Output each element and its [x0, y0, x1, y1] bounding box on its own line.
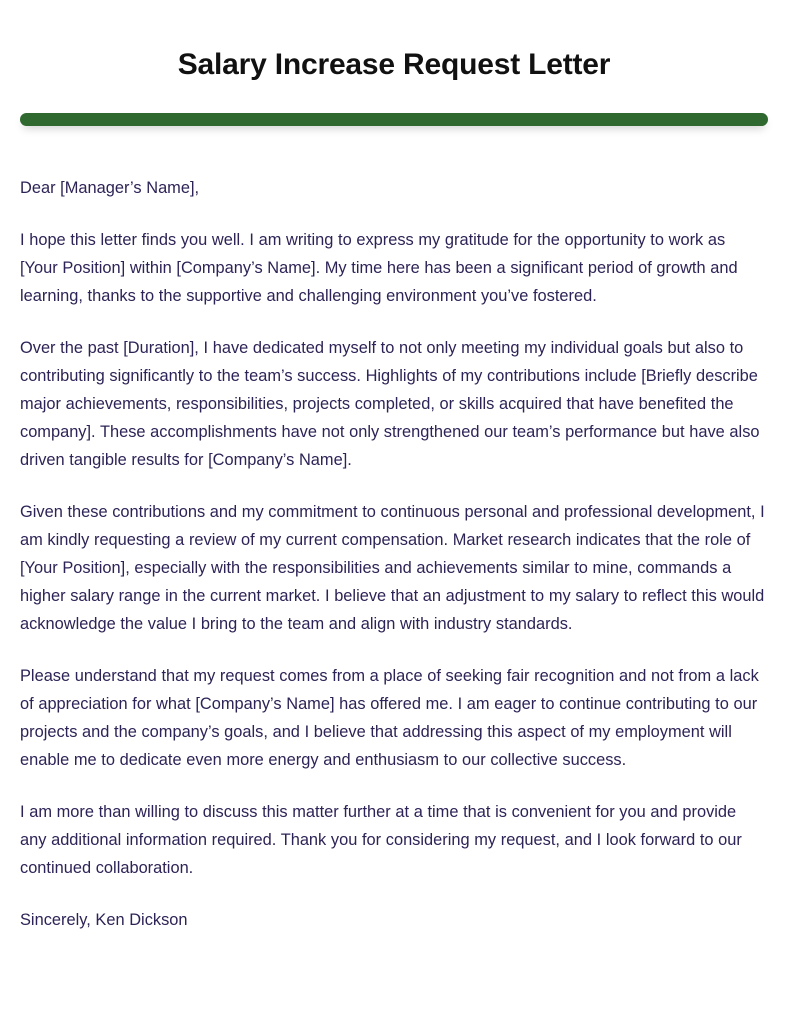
letter-body [0, 126, 788, 934]
context-paragraph: Please understand that my request comes from a place of seeking fair recognition and not from a lack of appreciation for what [Company’s Name] has offered me. I am eager to continue contributing to our projects and the company’s goals, and I believe that addressing this aspect of my employment will enable me to dedicate even more energy and enthusiasm to our collective success. [20, 667, 759, 769]
intro-paragraph: I hope this letter finds you well. I am writing to express my gratitude for the opportunity to work as [Your Position] within [Company’s Name]. My time here has been a significant period of growth and learning, thanks to the supportive and challenging environment you’ve fostered. [20, 231, 738, 305]
page-title: Salary Increase Request Letter [177, 48, 611, 81]
request-paragraph: Given these contributions and my commitment to continuous personal and professional development, I am kindly requesting a review of my current compensation. Market research indicates that the role of [Your Position], especially with the responsibilities and achievements similar to mine, commands a higher salary range in the current market. I believe that an adjustment to my salary to reflect this would acknowledge the value I bring to the team and align with industry standards. [20, 503, 765, 633]
salutation-paragraph: Dear [Manager’s Name], [20, 179, 200, 197]
green-accent-bar [20, 113, 768, 126]
contributions-paragraph: Over the past [Duration], I have dedicated myself to not only meeting my individual goals but also to contributing significantly to the team’s success. Highlights of my contributions include [Briefly describe major achievements, responsibilities, projects completed, or skills acquired that have benefited the company]. These accomplishments have not only strengthened our team’s performance but have also driven tangible results for [Company’s Name]. [20, 339, 760, 469]
signature-line: Sincerely, Ken Dickson [20, 911, 188, 929]
divider-container [0, 86, 788, 126]
closing-paragraph: I am more than willing to discuss this matter further at a time that is convenient for you and provide any additional information required. Thank you for considering my request, and I look forward to our continued collaboration. [20, 803, 742, 877]
